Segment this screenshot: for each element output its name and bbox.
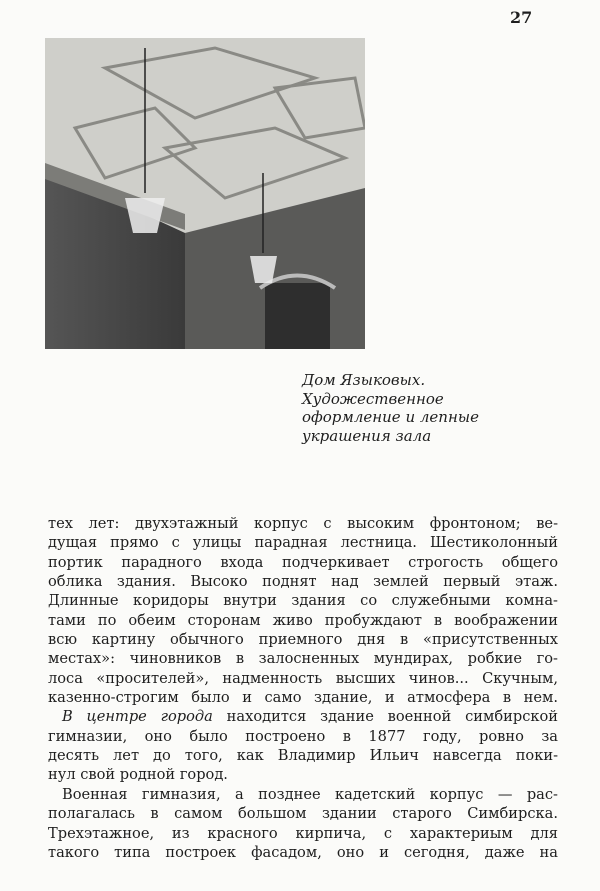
photo-caption: [302, 371, 479, 445]
text-line: лоса «просителей», надменность высших чинов... Скучным,: [48, 669, 558, 687]
photo-hall-ceiling: [45, 38, 365, 349]
text-line: облика здания. Высоко поднят над землей первый этаж.: [48, 573, 558, 591]
page-number: 27: [510, 8, 533, 27]
text-line: дущая прямо с улицы парадная лестница. Шестиколонный: [48, 534, 558, 552]
text-line: гимназии, оно было построено в 1877 году, ровно за: [48, 727, 558, 745]
text-line: полагалась в самом большом здании старого Симбирска.: [48, 805, 558, 823]
text-line: казенно-строгим было и само здание, и атмосфера в нем.: [48, 689, 558, 707]
italic-phrase: В центре города: [62, 708, 213, 726]
text-line: такого типа построек фасадом, оно и сегодня, даже на: [48, 843, 558, 861]
text-line: портик парадного входа подчеркивает строгость общего: [48, 553, 558, 571]
text-line: [48, 707, 558, 726]
text-line: тами по обеим сторонам живо пробуждают в воображении: [48, 611, 558, 629]
text-line: десять лет до того, как Владимир Ильич навсегда поки-: [48, 747, 558, 765]
caption-line: украшения зала: [302, 426, 432, 445]
text-line: нул свой родной город.: [48, 766, 228, 784]
text-line: местах»: чиновников в залосненных мундирах, робкие го-: [48, 650, 558, 668]
caption-line: Художественное: [302, 389, 444, 408]
text-line: тех лет: двухэтажный корпус с высоким фронтоном; ве-: [48, 515, 558, 532]
body-text: [48, 514, 558, 862]
text-line: Военная гимназия, а позднее кадетский корпус — рас-: [62, 785, 558, 803]
text-line: всю картину обычного приемного дня в «присутственных: [48, 631, 558, 649]
text-line: Трехэтажное, из красного кирпича, с характериым для: [48, 824, 558, 842]
caption-line: оформление и лепные: [302, 408, 479, 426]
text-line: Длинные коридоры внутри здания со служебными комна-: [48, 592, 558, 610]
caption-line: Дом Языковых.: [302, 371, 426, 389]
text-span: находится здание военной симбирской: [212, 708, 558, 726]
